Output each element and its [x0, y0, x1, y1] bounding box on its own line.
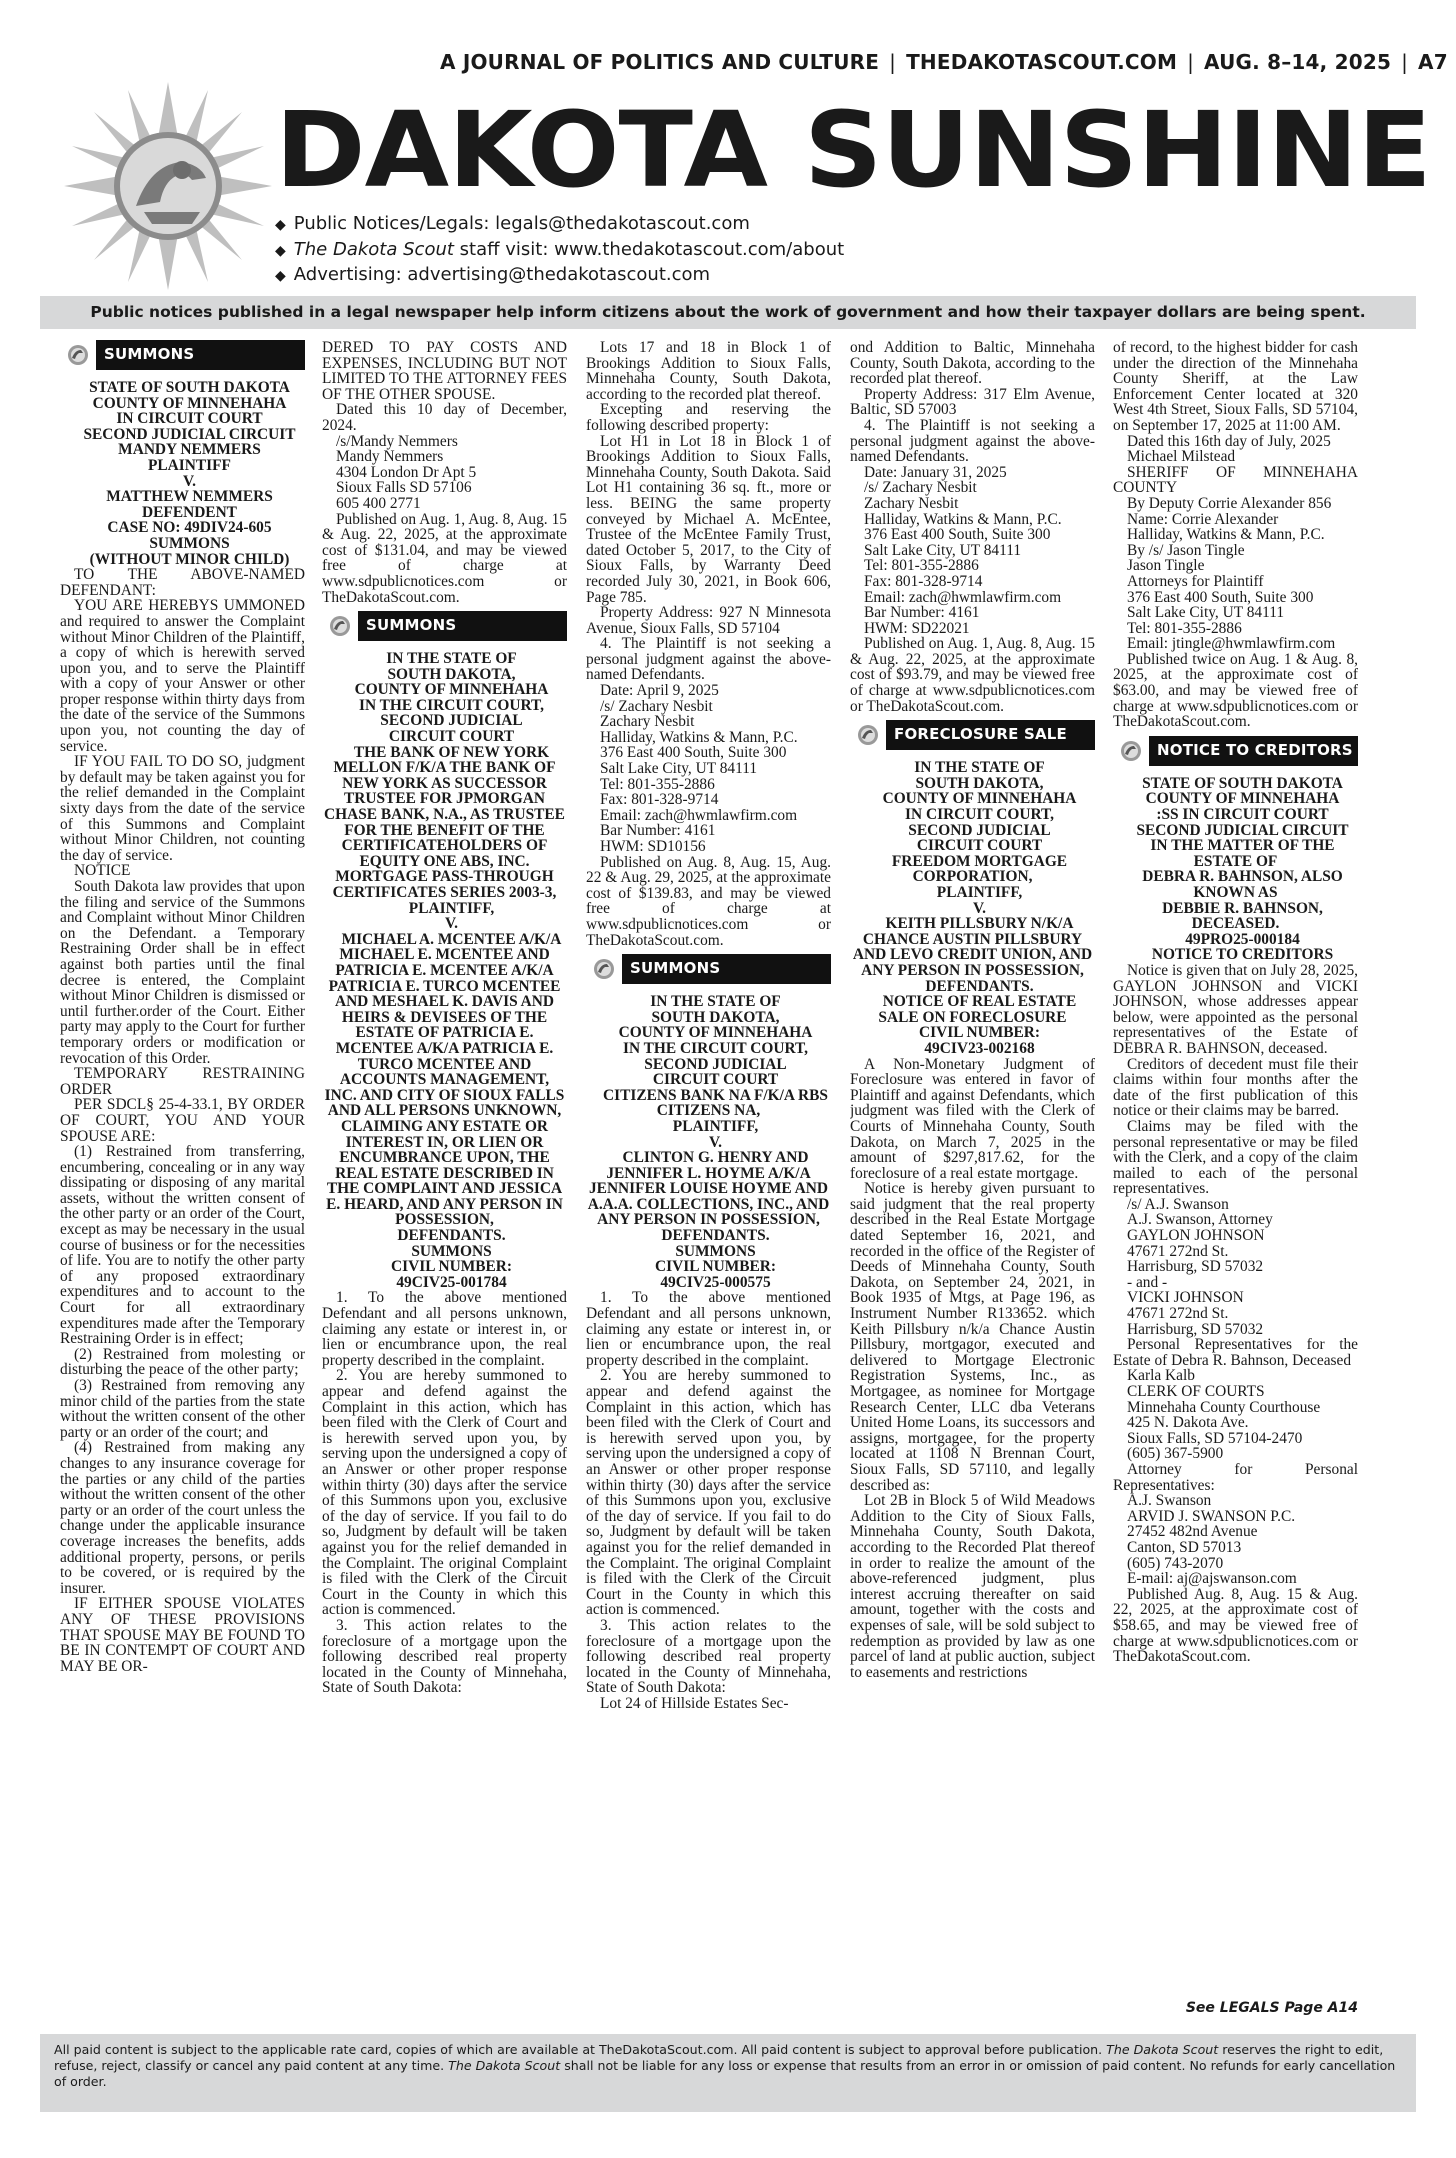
notice-paragraph: of record, to the highest bidder for cash under the direction of the Minnehaha County Sheriff, at the Law Enforcement Center located at 320 West 4th Street, Sioux Falls, SD 57104, on September 17, 2025 at 11:00 AM. — [1113, 340, 1358, 434]
notice-paragraph: Date: April 9, 2025 — [600, 682, 719, 700]
heading-line: NOTICE TO CREDITORS — [1151, 946, 1334, 964]
notice-paragraph: Harrisburg, SD 57032 — [1127, 1320, 1264, 1338]
notice-paragraph: Fax: 801-328-9714 — [864, 572, 983, 590]
notice-paragraph: DERED TO PAY COSTS AND EXPENSES, INCLUDING BUT NOT LIMITED TO THE ATTORNEY FEES OF THE OTHER SPOUSE. — [322, 340, 567, 403]
notice-paragraph: Halliday, Watkins & Mann, P.C. — [600, 728, 798, 746]
notice-paragraph: Tel: 801-355-2886 — [1127, 619, 1242, 637]
heading-line: CIVIL NUMBER: — [655, 1258, 776, 1276]
notice-paragraph: Dated this 16th day of July, 2025 — [1127, 432, 1331, 450]
notice-paragraph: Claims may be filed with the personal representative or may be filed with the Clerk, and a copy of the claim mailed to each of the personal representatives. — [1113, 1117, 1358, 1198]
notice-paragraph: NOTICE — [74, 862, 131, 880]
notice-paragraph: Salt Lake City, UT 84111 — [864, 541, 1022, 559]
notice-paragraph: /s/ Zachary Nesbit — [864, 479, 977, 497]
dakota-scout-badge-icon — [850, 720, 886, 750]
heading-line: IN THE CIRCUIT COURT, — [622, 1039, 809, 1057]
notice-paragraph: HWM: SD22021 — [864, 619, 970, 637]
case-heading — [1113, 776, 1358, 963]
heading-line: STATE OF SOUTH DAKOTA — [1142, 774, 1343, 792]
heading-line: 49CIV25-000575 — [660, 1273, 771, 1291]
notice-paragraph: Published twice on Aug. 1 & Aug. 8, 2025, at the approximate cost of $63.00, and may be viewed free of charge at www.sdpublicnotices.com or TheDakotaScout.com. — [1113, 650, 1358, 731]
heading-line: DEFENDANTS. — [397, 1227, 506, 1245]
notice-paragraph: (605) 367-5900 — [1127, 1445, 1224, 1463]
notice-paragraph: 3. This action relates to the foreclosure of a mortgage upon the following described real property located in the County of Minnehaha, State of South Dakota: — [322, 1616, 567, 1697]
notice-paragraph: Bar Number: 4161 — [864, 604, 980, 622]
notice-paragraph: Date: January 31, 2025 — [864, 463, 1007, 481]
heading-line: SECOND JUDICIAL CIRCUIT — [1136, 821, 1349, 839]
heading-line: CIVIL NUMBER: — [919, 1024, 1040, 1042]
heading-line: FREEDOM MORTGAGE CORPORATION, — [891, 852, 1068, 886]
notice-paragraph: Tel: 801-355-2886 — [864, 557, 979, 575]
heading-line: CIRCUIT COURT — [916, 837, 1043, 855]
issue-info-bar — [440, 50, 1448, 74]
heading-line: PLAINTIFF, — [936, 884, 1023, 901]
heading-line: SUMMONS — [675, 1242, 756, 1260]
notice-paragraph: IF EITHER SPOUSE VIOLATES ANY OF THESE PROVISIONS THAT SPOUSE MAY BE FOUND TO BE IN CONTEMPT OF COURT AND MAY BE OR- — [60, 1595, 305, 1675]
sunburst-logo-icon — [60, 78, 276, 294]
page-number: A7 — [1418, 50, 1448, 74]
staff-url-link[interactable]: www.thedakotascout.com/about — [554, 238, 845, 260]
email-line[interactable]: Email: zach@hwmlawfirm.com — [864, 588, 1062, 606]
heading-line: COUNTY OF MINNEHAHA — [618, 1024, 813, 1042]
heading-line: DEBBIE R. BAHNSON, DECEASED. — [1162, 899, 1323, 933]
notice-paragraph: By /s/ Jason Tingle — [1127, 541, 1245, 559]
notice-paragraph: Fax: 801-328-9714 — [600, 791, 719, 809]
notice-paragraph: Mandy Nemmers — [336, 448, 444, 466]
issue-date: AUG. 8–14, 2025 — [1204, 50, 1392, 74]
footer-text: shall not be liable for any loss or expense that results from an error in or omission of paid content. No refunds for early cancellation of order. — [54, 2058, 1396, 2089]
heading-line: MICHAEL A. MCENTEE A/K/A MICHAEL E. MCENTEE AND PATRICIA E. MCENTEE A/K/A PATRICIA E. TURCO MCENTEE AND MESHAEL K. DAVIS AND HEIRS & DEVISEES OF THE ESTATE OF PATRICIA E. MCENTEE A/K/A PATRICIA E. TURCO MCENTEE AND ACCOUNTS MANAGEMENT, INC. AND CITY OF SIOUX FALLS AND ALL PERSONS UNKNOWN, CLAIMING ANY ESTATE OR INTEREST IN, OR LIEN OR ENCUMBRANCE UPON, THE REAL ESTATE DESCRIBED IN THE COMPLAINT AND JESSICA E. HEARD, AND ANY PERSON IN POSSESSION, — [324, 930, 565, 1229]
notice-paragraph: A Non-Monetary Judgment of Foreclosure was entered in favor of Plaintiff and against Defendants, which judgment was filed with the Clerk of Courts of Minnehaha County, South Dakota, on March 7, 2025 in the amount of $297,817.62, for the foreclosure of a real estate mortgage. — [850, 1055, 1095, 1182]
contact-advertising — [275, 263, 844, 289]
heading-line: (WITHOUT MINOR CHILD) — [89, 550, 290, 568]
section-header-foreclosure-sale — [850, 720, 1095, 750]
notice-paragraph: Published on Aug. 8, Aug. 15, Aug. 22 & Aug. 29, 2025, at the approximate cost of $139.83, and may be viewed free of charge at www.sdpublicnotices.com or TheDakotaScout.com. — [586, 853, 831, 949]
case-heading — [850, 760, 1095, 1056]
footer-text: reserves the right to edit, refuse, reject, classify or cancel any paid content at any time. — [54, 2042, 1384, 2073]
heading-line: IN THE STATE OF — [386, 650, 517, 668]
notice-paragraph: Jason Tingle — [1127, 557, 1205, 575]
footer-brand: The Dakota Scout — [1106, 2042, 1219, 2057]
footer-text: All paid content is subject to the applicable rate card, copies of which are available at TheDakotaScout.com. All paid content is subject to approval before publication. — [54, 2042, 1103, 2057]
notice-paragraph: SHERIFF OF MINNEHAHA COUNTY — [1113, 463, 1358, 497]
notice-paragraph: 3. This action relates to the foreclosure of a mortgage upon the following described real property located in the County of Minnehaha, State of South Dakota: — [586, 1616, 831, 1697]
heading-line: 49CIV23-002168 — [924, 1039, 1035, 1057]
case-heading — [322, 651, 567, 1290]
notice-paragraph: (1) Restrained from transferring, encumbering, concealing or in any way dissipating or disposing of any marital assets, without the written consent of the other party or an order of the Court, except as may be necessary in the usual course of business or for the necessities of life. You are to notify the other party of any proposed extraordinary expenditures and to account to the Court for all extraordinary expenditures made after the Temporary Restraining Order is in effect; — [60, 1143, 305, 1348]
heading-line: 49CIV25-001784 — [396, 1273, 507, 1291]
notice-paragraph: 4304 London Dr Apt 5 — [336, 463, 477, 481]
notice-paragraph: Zachary Nesbit — [600, 713, 695, 731]
heading-line: DEFENDENT — [142, 503, 237, 521]
heading-line: CASE NO: 49DIV24-605 — [107, 519, 272, 537]
notice-paragraph: (4) Restrained from making any changes to any insurance coverage for the parties or any child of the parties without the written consent of the other party or an order of the court unless the change under the applicable insurance coverage increases the benefits, adds additional property, persons, or perils to be covered, or is required by the insurer. — [60, 1439, 305, 1597]
masthead-title: DAKOTA SUNSHINE — [275, 89, 1431, 211]
notice-paragraph: Excepting and reserving the following described property: — [586, 401, 831, 434]
heading-line: SECOND JUDICIAL — [908, 821, 1051, 839]
notice-paragraph: Published Aug. 8, Aug. 15 & Aug. 22, 2025, at the approximate cost of $58.65, and may be viewed free of charge at www.sdpublicnotices.com or TheDakotaScout.com. — [1113, 1585, 1358, 1666]
heading-line: V. — [445, 915, 458, 933]
heading-line: STATE OF SOUTH DAKOTA — [89, 379, 290, 396]
notice-paragraph: Creditors of decedent must file their claims within four months after the date of the first publication of this notice or their claims may be barred. — [1113, 1055, 1358, 1120]
legals-email-link[interactable]: legals@thedakotascout.com — [495, 213, 750, 234]
notice-paragraph: Karla Kalb — [1127, 1367, 1195, 1385]
diamond-icon: ◆ — [275, 217, 286, 233]
case-heading — [586, 994, 831, 1290]
notice-paragraph: Lot H1 in Lot 18 in Block 1 of Brookings Addition to Sioux Falls, Minnehaha County, South Dakota. Said Lot H1 containing 36 sq. ft., more or less. BEING the same property conveyed by Michael A. McEntee, Trustee of the McEntee Family Trust, dated October 5, 2017, to the City of Sioux Falls, by Warranty Deed recorded July 30, 2021, in Book 606, Page 785. — [586, 432, 831, 606]
contact-suffix: staff visit: — [459, 238, 549, 260]
heading-line: PLAINTIFF — [148, 456, 231, 474]
notice-paragraph: YOU ARE HEREBYS UMMONED and required to answer the Complaint without Minor Children of the Plaintiff, a copy of which is herewith served upon you, and to serve the Plaintiff with a copy of your Answer or other proper response within thirty days from the date of the service of the Summons upon you, not counting the day of service. — [60, 597, 305, 755]
journal-tagline: A JOURNAL OF POLITICS AND CULTURE — [440, 50, 880, 74]
notice-paragraph: Sioux Falls SD 57106 — [336, 479, 472, 497]
heading-line: COUNTY OF MINNEHAHA — [354, 681, 549, 699]
separator: | — [889, 50, 897, 74]
notice-paragraph: VICKI JOHNSON — [1127, 1289, 1244, 1307]
notice-paragraph: Zachary Nesbit — [864, 494, 959, 512]
notice-paragraph: Lot 24 of Hillside Estates Sec- — [600, 1694, 789, 1712]
contact-label: The Dakota Scout — [293, 238, 454, 260]
notice-paragraph: Published on Aug. 1, Aug. 8, Aug. 15 & Aug. 22, 2025, at the approximate cost of $93.79, and may be viewed free of charge at www.sdpublicnotices.com or TheDakotaScout.com. — [850, 635, 1095, 715]
continued-jump-link[interactable]: See LEGALS Page A14 — [1185, 2000, 1358, 2016]
notice-paragraph: Minnehaha County Courthouse — [1127, 1398, 1321, 1416]
contact-label: Public Notices/Legals: — [293, 213, 490, 234]
notice-paragraph: A.J. Swanson, Attorney — [1127, 1211, 1273, 1229]
notice-paragraph: 376 East 400 South, Suite 300 — [600, 744, 787, 762]
notice-paragraph: Property Address: 927 N Minnesota Avenue, Sioux Falls, SD 57104 — [586, 604, 831, 637]
heading-line: IN THE MATTER OF THE ESTATE OF — [1150, 837, 1335, 870]
notice-paragraph: TEMPORARY RESTRAINING ORDER — [60, 1065, 305, 1098]
dakota-scout-badge-icon — [586, 954, 622, 984]
footer-brand: The Dakota Scout — [448, 2058, 561, 2073]
column-3 — [586, 340, 831, 2025]
notice-paragraph: (2) Restrained from molesting or disturbing the peace of the other party; — [60, 1345, 305, 1379]
site-url[interactable]: THEDAKOTASCOUT.COM — [906, 50, 1178, 74]
heading-line: V. — [973, 899, 986, 917]
diamond-icon: ◆ — [275, 242, 286, 259]
notice-paragraph: South Dakota law provides that upon the filing and service of the Summons and Complaint without Minor Children on the Defendant. a Temporary Restraining Order shall be in effect against both parties until the final decree is entered, the Complaint without Minor Children is dismissed or until further.order of the Court. Either party may apply to the Court for further temporary orders or modification or revocation of this Order. — [60, 878, 305, 1067]
heading-line: CITIZENS BANK NA F/K/A RBS CITIZENS NA, — [603, 1086, 828, 1120]
column-1 — [60, 340, 305, 2025]
notice-paragraph: Lot 2B in Block 5 of Wild Meadows Addition to the City of Sioux Falls, Minnehaha County, South Dakota, according to the Recorded Plat thereof in order to realize the amount of the above-referenced judgment, plus interest accruing thereafter on said amount, together with the costs and expenses of sale, will be sold subject to redemption as provided by law as one parcel of land at public auction, subject to easements and restrictions — [850, 1492, 1095, 1681]
heading-line: SOUTH DAKOTA, — [651, 1008, 780, 1026]
notice-paragraph: ond Addition to Baltic, Minnehaha County, South Dakota, according to the recorded plat thereof. — [850, 340, 1095, 388]
notice-paragraph: Attorney for Personal Representatives: — [1113, 1460, 1358, 1494]
heading-line: IN THE STATE OF — [650, 993, 781, 1011]
separator: | — [1187, 50, 1195, 74]
heading-line: MANDY NEMMERS — [118, 441, 261, 459]
notice-paragraph: 2. You are hereby summoned to appear and defend against the Complaint in this action, which has been filed with the Clerk of Court and is herewith served upon you, by serving upon the undersigned a copy of an Answer or other proper response within thirty (30) days after the service of this Summons upon you, exclusive of the day of service. If you fail to do so, Judgment by default will be taken against you for the relief demanded in the Complaint. The original Complaint is filed with the Clerk of the Circuit Court in the County in which this action is commenced. — [322, 1367, 567, 1619]
notice-paragraph: 4. The Plaintiff is not seeking a personal judgment against the above-named Defendants. — [586, 635, 831, 684]
heading-line: SUMMONS — [149, 534, 230, 552]
heading-line: IN THE CIRCUIT COURT, — [358, 696, 545, 714]
case-heading — [60, 380, 305, 567]
heading-line: SECOND JUDICIAL — [380, 712, 523, 730]
notice-paragraph: 376 East 400 South, Suite 300 — [1127, 588, 1314, 606]
heading-line: COUNTY OF MINNEHAHA — [1145, 790, 1340, 808]
notice-paragraph: 1. To the above mentioned Defendant and all persons unknown, claiming any estate or interest in, or lien or encumbrance upon, the real property described in the complaint. — [586, 1289, 831, 1369]
notice-paragraph: Published on Aug. 1, Aug. 8, Aug. 15 & Aug. 22, 2025, at the approximate cost of $131.04, and may be viewed free of charge at www.sdpublicnotices.com or TheDakotaScout.com. — [322, 510, 567, 606]
dakota-scout-badge-icon — [322, 611, 358, 641]
notice-paragraph: Salt Lake City, UT 84111 — [1127, 604, 1285, 622]
section-header-summons — [586, 954, 831, 984]
section-title: NOTICE TO CREDITORS — [1157, 741, 1353, 760]
heading-line: THE BANK OF NEW YORK MELLON F/K/A THE BANK OF NEW YORK AS SUCCESSOR TRUSTEE FOR JPMORGAN CHASE BANK, N.A., AS TRUSTEE FOR THE BENEFIT OF THE CERTIFICATEHOLDERS OF EQUITY ONE ABS, INC. MORTGAGE PASS-THROUGH CERTIFICATES SERIES 2003-3, — [324, 743, 565, 901]
notice-paragraph: Bar Number: 4161 — [600, 822, 716, 840]
column-4 — [850, 340, 1095, 2025]
heading-line: NOTICE OF REAL ESTATE SALE ON FORECLOSURE — [878, 993, 1077, 1026]
heading-line: CLINTON G. HENRY AND JENNIFER L. HOYME A/K/A JENNIFER LOUISE HOYME AND A.A.A. COLLECTIONS, INC., AND ANY PERSON IN POSSESSION, — [587, 1149, 830, 1229]
notice-paragraph: Personal Representatives for the Estate of Debra R. Bahnson, Deceased — [1113, 1336, 1358, 1369]
section-title: SUMMONS — [104, 345, 195, 364]
heading-line: 49PRO25-000184 — [1185, 930, 1300, 948]
section-header-summons — [60, 340, 305, 370]
dakota-scout-badge-icon — [1113, 736, 1149, 766]
notice-paragraph: Michael Milstead — [1127, 448, 1236, 466]
heading-line: SECOND JUDICIAL — [644, 1055, 787, 1073]
notice-paragraph: /s/ A.J. Swanson — [1127, 1195, 1229, 1213]
notice-paragraph: 4. The Plaintiff is not seeking a personal judgment against the above-named Defendants. — [850, 416, 1095, 466]
section-header-notice-to-creditors — [1113, 736, 1358, 766]
section-title: SUMMONS — [630, 959, 721, 978]
notice-paragraph: TO THE ABOVE-NAMED DEFENDANT: — [60, 566, 305, 599]
notice-paragraph: 2. You are hereby summoned to appear and defend against the Complaint in this action, which has been filed with the Clerk of Court and is herewith served upon you, by serving upon the undersigned a copy of an Answer or other proper response within thirty (30) days after the service of this Summons upon you, exclusive of the day of service. If you fail to do so, Judgment by default will be taken against you for the relief demanded in the Complaint. The original Complaint is filed with the Clerk of the Circuit Court in the County in which this action is commenced. — [586, 1367, 831, 1619]
dakota-scout-badge-icon — [60, 340, 96, 370]
heading-line: CIVIL NUMBER: — [391, 1258, 512, 1276]
contact-legals — [275, 212, 844, 238]
column-2 — [322, 340, 567, 2025]
diamond-icon: ◆ — [275, 268, 286, 284]
heading-line: CIRCUIT COURT — [388, 728, 515, 746]
heading-line: :SS IN CIRCUIT COURT — [1156, 806, 1329, 824]
notice-paragraph: 27452 482nd Avenue — [1127, 1523, 1258, 1541]
notice-paragraph: - and - — [1127, 1273, 1168, 1291]
notice-paragraph: Sioux Falls, SD 57104-2470 — [1127, 1429, 1303, 1447]
heading-line: DEBRA R. BAHNSON, ALSO KNOWN AS — [1142, 868, 1343, 901]
notice-paragraph: Tel: 801-355-2886 — [600, 775, 715, 793]
contact-list — [275, 212, 844, 289]
notice-paragraph: Name: Corrie Alexander — [1127, 510, 1279, 528]
notice-paragraph: 376 East 400 South, Suite 300 — [864, 526, 1051, 544]
heading-line: PLAINTIFF, — [672, 1117, 759, 1135]
notice-paragraph: Canton, SD 57013 — [1127, 1538, 1242, 1556]
column-5 — [1113, 340, 1358, 2025]
notice-paragraph: Salt Lake City, UT 84111 — [600, 760, 758, 778]
heading-line: DEFENDANTS. — [661, 1227, 770, 1245]
notice-paragraph: A.J. Swanson — [1127, 1492, 1212, 1510]
notice-paragraph: By Deputy Corrie Alexander 856 — [1127, 494, 1332, 512]
notice-paragraph: IF YOU FAIL TO DO SO, judgment by default may be taken against you for the relief demanded in the Complaint sixty days from the date of the service of this Summons and Complaint without Minor Children, not counting the day of service. — [60, 753, 305, 864]
heading-line: KEITH PILLSBURY N/K/A CHANCE AUSTIN PILLSBURY AND LEVO CREDIT UNION, AND ANY PERSON IN POSSESSION, — [852, 915, 1093, 979]
notice-paragraph: (3) Restrained from removing any minor child of the parties from the state without the written consent of the other party or an order of the court; and — [60, 1377, 305, 1441]
heading-line: SOUTH DAKOTA, — [387, 665, 516, 683]
notice-paragraph: Dated this 10 day of December, 2024. — [322, 401, 567, 434]
heading-line: COUNTY OF MINNEHAHA — [92, 394, 287, 412]
advertising-email-link[interactable]: advertising@thedakotascout.com — [407, 264, 711, 285]
heading-line: IN THE STATE OF — [914, 759, 1045, 777]
heading-line: V. — [183, 472, 196, 490]
email-line[interactable]: Email: zach@hwmlawfirm.com — [600, 806, 798, 824]
heading-line: DEFENDANTS. — [925, 977, 1034, 995]
contact-label: Advertising: — [293, 264, 402, 285]
separator: | — [1401, 50, 1409, 74]
notice-paragraph: /s/Mandy Nemmers — [336, 432, 458, 450]
footer-disclaimer — [40, 2034, 1416, 2112]
heading-line: COUNTY OF MINNEHAHA — [882, 790, 1077, 808]
heading-line: IN CIRCUIT COURT — [116, 410, 263, 428]
tagline-banner: Public notices published in a legal newspaper help inform citizens about the work of government and how their taxpayer dollars are being spent. — [40, 296, 1416, 329]
heading-line: V. — [709, 1133, 722, 1151]
notice-paragraph: Attorneys for Plaintiff — [1127, 572, 1264, 590]
notice-paragraph: 1. To the above mentioned Defendant and all persons unknown, claiming any estate or interest in, or lien or encumbrance upon, the real property described in the complaint. — [322, 1289, 567, 1369]
email-line[interactable]: Email: jtingle@hwmlawfirm.com — [1127, 635, 1336, 653]
notice-paragraph: Notice is given that on July 28, 2025, GAYLON JOHNSON and VICKI JOHNSON, whose addresses appear below, were appointed as the personal representatives of the Estate of DEBRA R. BAHNSON, deceased. — [1113, 961, 1358, 1057]
heading-line: SECOND JUDICIAL CIRCUIT — [83, 425, 296, 443]
section-title: SUMMONS — [366, 616, 457, 635]
notice-paragraph: ARVID J. SWANSON P.C. — [1127, 1507, 1296, 1525]
heading-line: IN CIRCUIT COURT, — [905, 806, 1054, 824]
notice-paragraph: 47671 272nd St. — [1127, 1242, 1229, 1260]
notice-paragraph: Property Address: 317 Elm Avenue, Baltic, SD 57003 — [850, 385, 1095, 419]
notice-paragraph: Halliday, Watkins & Mann, P.C. — [864, 510, 1062, 528]
notice-paragraph: 425 N. Dakota Ave. — [1127, 1414, 1249, 1432]
notice-paragraph: HWM: SD10156 — [600, 838, 706, 855]
email-line[interactable]: E-mail: aj@ajswanson.com — [1127, 1570, 1297, 1588]
heading-line: MATTHEW NEMMERS — [106, 488, 273, 506]
notice-paragraph: PER SDCL§ 25-4-33.1, BY ORDER OF COURT, YOU AND YOUR SPOUSE ARE: — [60, 1096, 305, 1145]
contact-staff — [275, 238, 844, 264]
heading-line: SUMMONS — [411, 1242, 492, 1260]
notice-paragraph: Lots 17 and 18 in Block 1 of Brookings Addition to Sioux Falls, Minnehaha County, South Dakota, according to the recorded plat thereof. — [586, 340, 831, 403]
notice-paragraph: (605) 743-2070 — [1127, 1554, 1224, 1572]
section-title: FORECLOSURE SALE — [894, 725, 1067, 744]
notice-paragraph: /s/ Zachary Nesbit — [600, 697, 713, 715]
heading-line: CIRCUIT COURT — [652, 1071, 779, 1089]
notice-paragraph: Notice is hereby given pursuant to said judgment that the real property described in the Real Estate Mortgage dated September 16, 2021, and recorded in the office of the Register of Deeds of Minnehaha County, South Dakota, on September 24, 2021, in Book 1935 of Mtgs, at Page 196, as Instrument Number R133652. which Keith Pillsbury n/k/a Chance Austin Pillsbury, mortgagor, executed and delivered to Mortgage Electronic Registration Systems, Inc., as Mortgagee, as nominee for Mortgage Research Center, LLC dba Veterans United Home Loans, its successors and assigns, mortgagee, for the property located at 1108 N Brennan Court, Sioux Falls, SD 57110, and legally described as: — [850, 1180, 1095, 1494]
notice-paragraph: GAYLON JOHNSON — [1127, 1227, 1265, 1245]
heading-line: SOUTH DAKOTA, — [915, 774, 1044, 792]
notice-paragraph: 47671 272nd St. — [1127, 1305, 1229, 1323]
notice-paragraph: 605 400 2771 — [336, 494, 421, 512]
notice-paragraph: CLERK OF COURTS — [1127, 1383, 1265, 1400]
notice-paragraph: Halliday, Watkins & Mann, P.C. — [1127, 526, 1325, 544]
section-header-summons — [322, 611, 567, 641]
heading-line: PLAINTIFF, — [408, 899, 495, 917]
notice-paragraph: Harrisburg, SD 57032 — [1127, 1258, 1264, 1276]
